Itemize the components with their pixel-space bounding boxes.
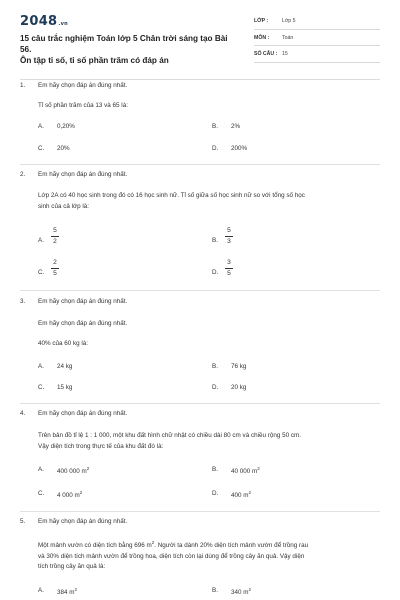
option-label: B. — [212, 466, 218, 473]
option-value: 20 kg — [231, 384, 247, 391]
option-label: B. — [212, 123, 218, 130]
option-label: D. — [212, 145, 219, 152]
superscript: 2 — [248, 490, 252, 495]
superscript: 2 — [74, 587, 78, 592]
meta-row-lop — [254, 16, 380, 30]
question-prompt: Em hãy chọn đáp án đúng nhất. — [38, 410, 128, 417]
question-text — [38, 191, 382, 212]
fraction-bar — [225, 268, 233, 269]
title-line-1: 15 câu trắc nghiệm Toán lớp 5 Chân trời sáng tạo Bài 56. — [20, 34, 228, 54]
numerator: 5 — [227, 227, 231, 234]
option-value — [57, 490, 82, 499]
option-label: B. — [212, 237, 218, 244]
meta-info — [254, 16, 380, 66]
option-value — [231, 587, 251, 596]
question-separator — [20, 403, 380, 404]
option-fraction — [224, 227, 234, 246]
question-text-line — [38, 538, 382, 552]
header-divider — [20, 79, 380, 80]
numerator: 3 — [227, 259, 231, 266]
question-prompt: Em hãy chọn đáp án đúng nhất. — [38, 82, 128, 89]
fraction-bar — [51, 236, 59, 237]
question-separator — [20, 164, 380, 165]
question-text-line: sinh của cả lớp là: — [38, 202, 90, 210]
question-separator — [20, 290, 380, 291]
question-text-part: . Người ta dành 20% diện tích mảnh vườn để trồng rau — [154, 542, 309, 550]
option-label: D. — [212, 384, 219, 391]
denominator: 5 — [227, 270, 231, 277]
question-number: 1. — [20, 82, 26, 89]
superscript: 2 — [79, 490, 83, 495]
question-number: 4. — [20, 410, 26, 417]
option-value-text: 400 m — [231, 492, 249, 500]
option-value — [231, 490, 251, 499]
superscript: 2 — [257, 466, 260, 471]
option-value: 0,20% — [57, 123, 75, 130]
option-label: B. — [212, 587, 218, 594]
meta-label-mon: MÔN : — [254, 34, 270, 41]
option-fraction — [50, 227, 60, 246]
question-text: 40% của 60 kg là: — [38, 340, 89, 347]
meta-value-socau: 15 — [282, 51, 288, 57]
question-text: Em hãy chọn đáp án đúng nhất. — [38, 320, 128, 327]
option-value — [57, 466, 89, 475]
superscript: 2 — [86, 466, 90, 471]
option-value: 20% — [57, 145, 70, 152]
meta-label-lop: LỚP : — [254, 18, 269, 24]
option-label: A. — [38, 466, 44, 473]
logo-main: 2048 — [20, 14, 58, 29]
question-text — [38, 431, 382, 452]
superscript: 2 — [248, 587, 252, 592]
meta-row-socau — [254, 49, 380, 63]
denominator: 5 — [53, 270, 57, 277]
option-value-text: 384 m — [57, 589, 75, 597]
option-value-text: 4 000 m — [57, 492, 80, 500]
option-label: A. — [38, 587, 44, 594]
question-text-part: Một mảnh vườn có diện tích bằng 696 m — [38, 542, 152, 550]
option-label: D. — [212, 269, 219, 276]
question-number: 2. — [20, 171, 26, 178]
question-prompt: Em hãy chọn đáp án đúng nhất. — [38, 171, 128, 178]
option-value: 2% — [231, 123, 241, 130]
question-text-line: Vậy diện tích trong thực tế của khu đất đó là: — [38, 442, 164, 450]
option-value-text: 400 000 m — [57, 468, 87, 476]
question-text — [38, 538, 382, 573]
question-number: 3. — [20, 298, 26, 305]
option-label: B. — [212, 363, 218, 370]
option-label: C. — [38, 490, 45, 497]
numerator: 5 — [53, 227, 57, 234]
meta-value-mon: Toán — [282, 34, 294, 41]
option-label: C. — [38, 384, 45, 391]
denominator: 2 — [53, 238, 57, 245]
question-text-line: Trên bản đồ tỉ lệ 1 : 1 000, một khu đất hình chữ nhật có chiều dài 80 cm và chiều rộng 50 cm. — [38, 432, 302, 439]
superscript: 2 — [151, 540, 155, 545]
meta-value-lop: Lớp 5 — [282, 18, 296, 24]
option-fraction — [50, 259, 60, 278]
question-number: 5. — [20, 518, 26, 525]
option-label: A. — [38, 363, 44, 370]
meta-row-mon — [254, 33, 380, 47]
option-label: C. — [38, 145, 45, 152]
option-label: D. — [212, 490, 219, 497]
denominator: 3 — [227, 238, 231, 245]
option-label: C. — [38, 269, 45, 276]
question-prompt: Em hãy chọn đáp án đúng nhất. — [38, 298, 128, 305]
option-value — [231, 466, 260, 475]
option-label: A. — [38, 237, 44, 244]
question-separator — [20, 511, 380, 512]
question-text: Tỉ số phần trăm của 13 và 65 là: — [38, 102, 128, 109]
logo-tld: .vn — [58, 21, 69, 27]
option-value: 76 kg — [231, 363, 247, 370]
document-header — [0, 0, 400, 78]
fraction-bar — [51, 268, 59, 269]
option-value-text: 40 000 m — [231, 468, 258, 476]
question-text-line: tích trồng cây ăn quả là: — [38, 563, 106, 571]
meta-label-socau: SỐ CÂU : — [254, 51, 278, 57]
option-value-text: 340 m — [231, 589, 249, 597]
option-value: 15 kg — [57, 384, 73, 391]
title-line-2: Ôn tập tỉ số, tỉ số phần trăm có đáp án — [20, 56, 169, 65]
site-logo[interactable] — [20, 14, 68, 29]
option-fraction — [224, 259, 234, 278]
option-label: A. — [38, 123, 44, 130]
option-value — [57, 587, 77, 596]
question-text-line: và 30% diện tích mảnh vườn để trồng hoa, diện tích còn lại dùng để trồng cây ăn quả. Vậy diện — [38, 552, 305, 560]
option-value: 200% — [231, 145, 248, 152]
document-title — [20, 33, 235, 66]
option-value: 24 kg — [57, 363, 73, 370]
question-text-line: Lớp 2A có 40 học sinh trong đó có 16 học sinh nữ. Tỉ số giữa số học sinh nữ so với tổng số học — [38, 192, 305, 199]
numerator: 2 — [53, 259, 57, 266]
fraction-bar — [225, 236, 233, 237]
question-prompt: Em hãy chọn đáp án đúng nhất. — [38, 518, 128, 525]
